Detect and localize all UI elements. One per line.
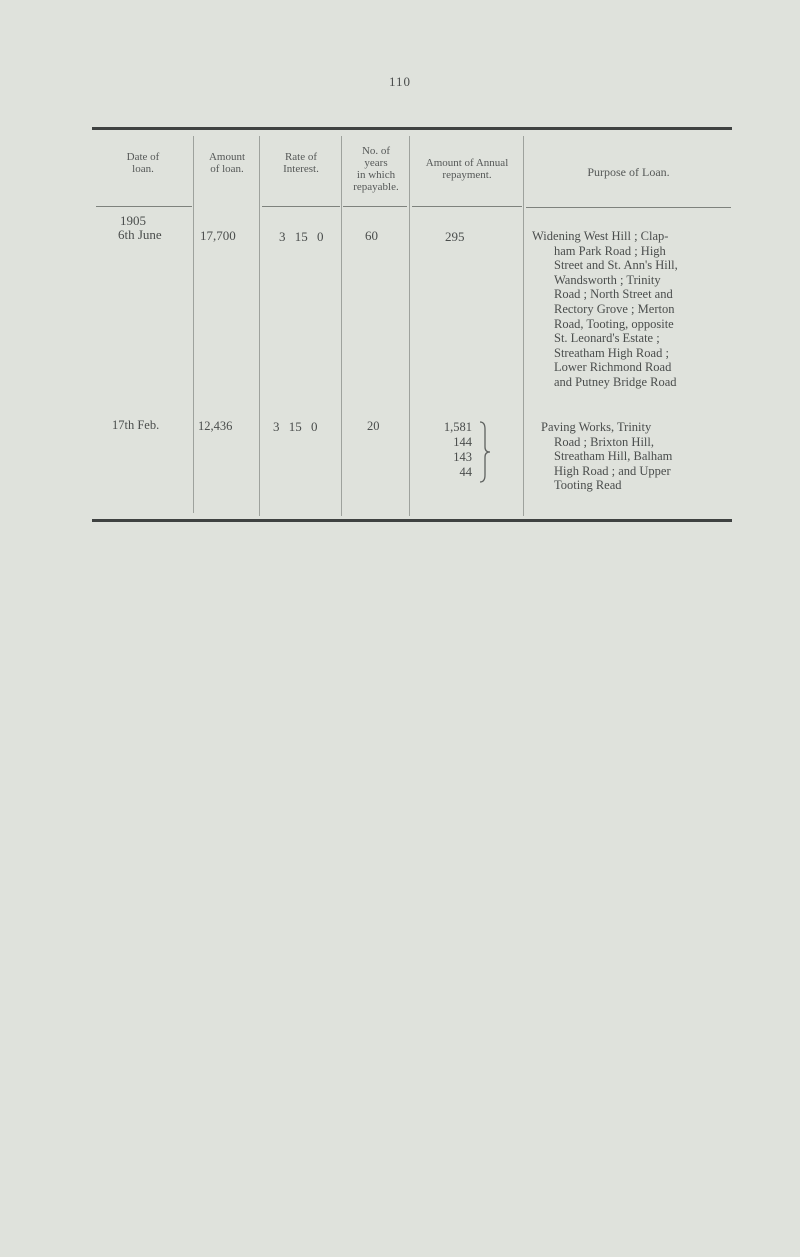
interest-rate: 3 15 0 [279,229,324,244]
header-amount: Amount of loan. [208,151,246,175]
grouping-brace-icon [478,421,494,485]
years-repayable: 60 [365,228,378,243]
column-divider [409,136,410,516]
loan-date: 17th Feb. [112,418,160,432]
table-top-rule [92,127,732,130]
loan-amount: 12,436 [198,419,233,433]
loan-date: 6th June [118,227,162,242]
header-rule [96,206,192,207]
loan-amount: 17,700 [200,228,236,243]
column-divider [193,136,194,513]
header-annual: Amount of Annual repayment. [425,157,509,181]
annual-repayment: 143 [453,450,472,464]
header-purpose: Purpose of Loan. [587,165,670,179]
header-years: No. of years in which repayable. [353,145,399,193]
header-rule [412,206,522,207]
header-rule [262,206,340,207]
table-bottom-rule [92,519,732,522]
header-rule [343,206,407,207]
column-divider [523,136,524,516]
header-rate: Rate of Interest. [283,151,319,175]
annual-repayment: 144 [453,435,472,449]
header-date: Date of loan. [126,151,160,175]
page-number: 110 [388,74,412,89]
annual-repayment-list [430,420,472,480]
years-repayable: 20 [367,419,380,433]
column-divider [259,136,260,516]
annual-repayment: 1,581 [443,420,472,434]
interest-rate: 3 15 0 [273,419,318,434]
column-divider [341,136,342,516]
annual-repayment: 295 [445,229,465,244]
loan-purpose: Widening West Hill ; Clap- ham Park Road ; High Street and St. Ann's Hill, Wandsworth ; Trinity Road ; North Street and Rectory Grove ; Merton Road, Tooting, opposite St. Leonard's Estate ; Streatham High Road ; Lower Richmond Road and Putney Bridge Road [532,229,678,389]
header-rule [526,207,731,208]
loan-purpose: Paving Works, Trinity Road ; Brixton Hill, Streatham Hill, Balham High Road ; and Upper Tooting Read [541,420,673,493]
annual-repayment: 44 [459,465,472,479]
year-label: 1905 [120,213,146,228]
